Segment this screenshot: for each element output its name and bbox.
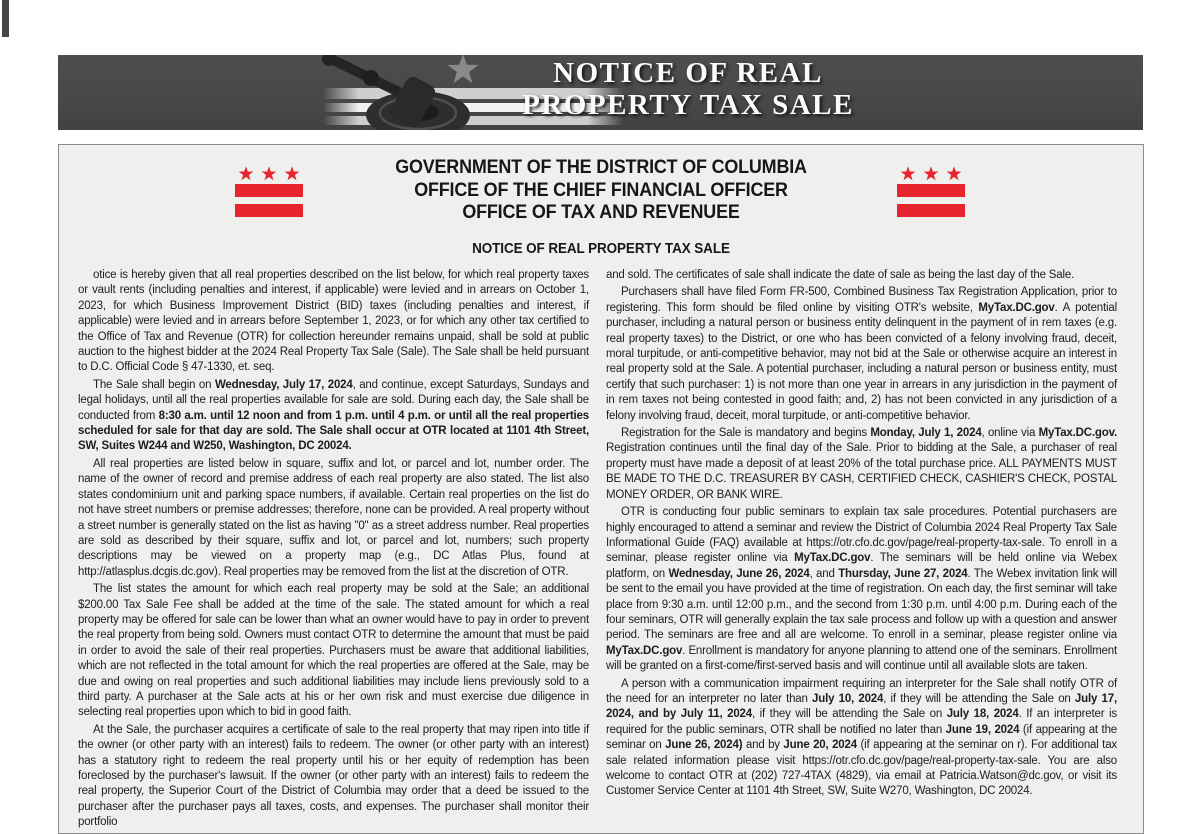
banner-title-line1: NOTICE OF REAL	[553, 57, 823, 89]
paragraph: A person with a communication impairment requiring an interpreter for the Sale shall notify OTR of the need for an interpreter no later than July 10, 2024, if they will be attending the Sale on July 17, 2024, and by July 11, 2024, if they will be attending the Sale on July 18, 2024. If an interpreter is required for the public seminars, OTR shall be notified no later than June 19, 2024 (if appearing at the seminar on June 26, 2024) and by June 20, 2024 (if appearing at the seminar on r). For additional tax sale related information please visit https://otr.cfo.dc.gov/page/real-property-tax-sale. You are also welcome to contact OTR at (202) 727-4TAX (4829), via email at Patricia.Watson@dc.gov, or visit its Customer Service Center at 1101 4th Street, SW, Suite W270, Washington, DC 20024.	[606, 677, 1118, 798]
banner-title	[458, 57, 918, 121]
paragraph: OTR is conducting four public seminars to explain tax sale procedures. Potential purchasers are highly encouraged to attend a seminar and review the District of Columbia 2024 Real Property Tax Sale Informational Guide (FAQ) available at https://otr.cfo.dc.gov/page/real-property-tax-sale. To enroll in a seminar, please register online via MyTax.DC.gov. The seminars will be held online via Webex platform, on Wednesday, June 26, 2024, and Thursday, June 27, 2024. The Webex invitation link will be sent to the email you have provided at the time of registration. On each day, the first seminar will take place from 9:30 a.m. until 12:00 p.m., and the second from 1:30 p.m. until 4:00 p.m. During each of the four seminars, OTR will generally explain the tax sale process and follow up with a question and answer period. The seminars are free and all are welcome. To enroll in a seminar, please register online via MyTax.DC.gov. Enrollment is mandatory for anyone planning to attend one of the seminars. Enrollment will be granted on a first-come/first-served basis and will continue until all available slots are taken.	[606, 506, 1117, 673]
left-column	[78, 268, 589, 833]
right-column	[606, 268, 1117, 833]
header-line-1: GOVERNMENT OF THE DISTRICT OF COLUMBIA	[395, 156, 807, 178]
document-header	[102, 156, 1099, 224]
paragraph: All real properties are listed below in square, suffix and lot, or parcel and lot, number order. The name of the owner of record and premise address of each real property are also stated. The list also states condominium unit and parking space numbers, if available. Certain real properties on the list do not have street numbers or premise addresses; therefore, none can be provided. A real property without a street number is generally stated on the list as having "0" as a street address number. Real properties are sold as described by their square, suffix and lot, or parcel and lot, numbers; such property descriptions may be viewed on a property map (e.g., DC Atlas Plus, found at http://atlasplus.dcgis.dc.gov). Real properties may be removed from the list at the discretion of OTR.	[78, 457, 589, 578]
banner	[58, 55, 1143, 130]
paragraph: Purchasers shall have filed Form FR-500, Combined Business Tax Registration Application, prior to registering. This form should be filed online by visiting OTR's website, MyTax.DC.gov. A potential purchaser, including a natural person or business entity delinquent in the payment of in rem taxes (e.g. real property taxes) to the District, or one who has been convicted of a felony involving fraud, deceit, moral turpitude, or anti-competitive behavior, may not bid at the Sale or otherwise acquire an interest in real property sold at the Sale. A potential purchaser, including a natural person or business entity, must certify that such purchaser: 1) is not more than one year in arrears in any jurisdiction in the payment of in rem taxes not being contested in good faith; and, 2) has not been convicted in any jurisdiction of a felony involving fraud, deceit, moral turpitude, or anti-competitive behavior.	[606, 286, 1117, 422]
header-line-3: OFFICE OF TAX AND REVENUEE	[462, 201, 740, 223]
paragraph: and sold. The certificates of sale shall indicate the date of sale as being the last day of the Sale.	[606, 269, 1075, 281]
document-panel	[58, 144, 1144, 834]
paragraph: At the Sale, the purchaser acquires a certificate of sale to the real property that may ripen into title if the owner (or other party with an interest) fails to redeem. The owner (or other party with an interest) has a statutory right to redeem the real property until his or her equity of redemption has been foreclosed by the purchaser's lawsuit. If the owner (or other party with an interest) fails to redeem the real property, the Superior Court of the District of Columbia may order that a deed be issued to the purchaser after the purchaser pays all taxes, costs, and expenses. The purchaser shall monitor their portfolio	[78, 723, 589, 829]
paragraph: The Sale shall begin on Wednesday, July 17, 2024, and continue, except Saturdays, Sundays and legal holidays, until all the real properties available for sale are sold. During each day, the Sale shall be conducted from 8:30 a.m. until 12 noon and from 1 p.m. until 4 p.m. or until all the real properties scheduled for sale for that day are sold. The Sale shall occur at OTR located at 1101 4th Street, SW, Suites W244 and W250, Washington, DC 20024.	[78, 378, 589, 453]
body-columns	[59, 268, 1143, 833]
banner-title-line2: PROPERTY TAX SALE	[522, 89, 854, 121]
scan-artifact-mark	[2, 0, 9, 37]
paragraph: The list states the amount for which each real property may be sold at the Sale; an additional $200.00 Tax Sale Fee shall be added at the time of the sale. The stated amount for which a real property may be offered for sale can be lower than what an owner would have to pay in order to prevent the real property from being sold. Owners must contact OTR to determine the amount that must be paid in order to avoid the sale of their real properties. Purchasers must be aware that additional liabilities, which are not reflected in the total amount for which the real properties are offered at the Sale, may be due and owing on real properties and such additional liabilities may include liens previously sold to a third party. A purchaser at the Sale acts at his or her own risk and must exercise due diligence in selecting real properties upon which to bid in good faith.	[78, 583, 589, 719]
paragraph: Registration for the Sale is mandatory and begins Monday, July 1, 2024, online via MyTax.DC.gov. Registration continues until the final day of the Sale. Prior to bidding at the Sale, a purchaser of real property must have made a deposit of at least 20% of the total purchase price. ALL PAYMENTS MUST BE MADE TO THE D.C. TREASURER BY CASH, CERTIFIED CHECK, CASHIER'S CHECK, POSTAL MONEY ORDER, OR BANK WIRE.	[606, 427, 1117, 501]
header-line-2: OFFICE OF THE CHIEF FINANCIAL OFFICER	[414, 178, 788, 201]
paragraph: otice is hereby given that all real properties described on the list below, for which real property taxes or vault rents (including penalties and interest, if applicable) were levied and in arrears on October 1, 2023, for which Business Improvement District (BID) taxes (including penalties and interest, if applicable) were levied and in arrears before September 1, 2023, or for which any other tax certified to the Office of Tax and Revenue (OTR) for collection hereunder remains unpaid, shall be sold at public auction to the highest bidder at the 2024 Real Property Tax Sale (Sale). The Sale shall be held pursuant to D.C. Official Code § 47-1330, et. seq.	[78, 269, 589, 374]
document-subtitle: NOTICE OF REAL PROPERTY TAX SALE	[472, 241, 730, 257]
